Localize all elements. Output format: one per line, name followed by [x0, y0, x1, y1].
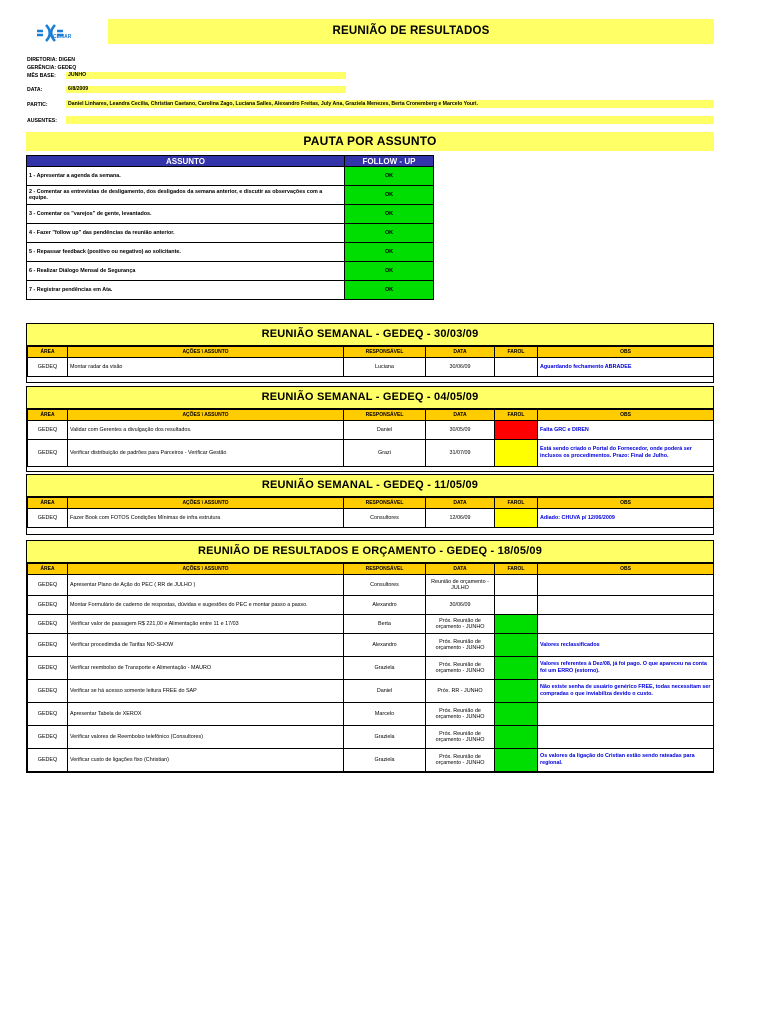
col-notes: OBS: [538, 410, 714, 421]
cell-notes: [538, 615, 714, 634]
table-row: [28, 358, 714, 377]
agenda-follow-status: OK: [345, 262, 434, 281]
col-area: ÁREA: [28, 498, 68, 509]
logo-mark-icon: [33, 22, 73, 44]
col-status: FAROL: [495, 410, 538, 421]
status-light: [495, 358, 538, 377]
col-date: DATA: [426, 498, 495, 509]
col-status: FAROL: [495, 347, 538, 358]
col-responsible: RESPONSÁVEL: [344, 347, 426, 358]
col-area: ÁREA: [28, 347, 68, 358]
cell-notes: Valores reclassificados: [538, 634, 714, 657]
info-directorate: DIRETORIA: DIGEN: [27, 57, 76, 63]
agenda-row: [27, 281, 434, 300]
agenda-subject: 3 - Comentar os "varejos" de gente, levantados.: [27, 205, 345, 224]
table-row: [28, 749, 714, 772]
agenda-table: [26, 155, 434, 300]
col-area: ÁREA: [28, 410, 68, 421]
col-date: DATA: [426, 564, 495, 575]
cell-action: Verificar distribuição de padrões para Parceiros - Verificar Gestão: [68, 440, 344, 467]
cell-notes: Está sendo criado o Portal do Fornecedor, onde poderá ser inclusos os procedimentos. Prazo: Final de Julho.: [538, 440, 714, 467]
table-row: [28, 575, 714, 596]
col-status: FAROL: [495, 564, 538, 575]
agenda-row: [27, 205, 434, 224]
status-light: [495, 680, 538, 703]
logo-text: CEMAR: [53, 34, 72, 40]
cell-action: Verificar valores de Reembolso telefônico (Consultores): [68, 726, 344, 749]
cell-action: Validar com Gerentes a divulgação dos resultados.: [68, 421, 344, 440]
cell-date: Reunião de orçamento - JULHO: [426, 575, 495, 596]
cell-responsible: Marcelo: [344, 703, 426, 726]
cell-action: Apresentar Tabela de XEROX: [68, 703, 344, 726]
cell-date: Próx. Reunião de orçamento - JUNHO: [426, 726, 495, 749]
table-row: [28, 657, 714, 680]
cell-action: Verificar se há acesso somente leitura FREE do SAP: [68, 680, 344, 703]
cell-date: Próx. RR - JUNHO: [426, 680, 495, 703]
cell-responsible: Graziela: [344, 657, 426, 680]
cell-date: Próx. Reunião de orçamento - JUNHO: [426, 634, 495, 657]
cell-action: Montar radar da visão: [68, 358, 344, 377]
cell-area: GEDEQ: [28, 358, 68, 377]
cell-area: GEDEQ: [28, 634, 68, 657]
col-actions: AÇÕES \ ASSUNTO: [68, 498, 344, 509]
status-light: [495, 509, 538, 528]
section-title: REUNIÃO SEMANAL - GEDEQ - 04/05/09: [27, 387, 713, 409]
cell-area: GEDEQ: [28, 440, 68, 467]
meeting-section: [26, 474, 714, 535]
cell-responsible: Grazi: [344, 440, 426, 467]
info-participants-value: Daniel Linhares, Leandra Cecília, Christian Caetano, Carolina Zago, Luciana Salles, Alexandro Freitas, July Ana, Graziela Menezes, Berta Cronemberg e Marcelo Youri.: [66, 100, 714, 108]
info-date-label: DATA:: [27, 87, 43, 93]
cell-date: 12/06/09: [426, 509, 495, 528]
cell-date: 30/06/09: [426, 358, 495, 377]
col-actions: AÇÕES \ ASSUNTO: [68, 347, 344, 358]
cell-notes: Adiado: CHUVA p/ 12/06/2009: [538, 509, 714, 528]
actions-table: [27, 409, 714, 467]
section-title: REUNIÃO DE RESULTADOS E ORÇAMENTO - GEDEQ - 18/05/09: [27, 541, 713, 563]
agenda-title: PAUTA POR ASSUNTO: [26, 132, 714, 151]
info-participants-label: PARTIC:: [27, 102, 48, 108]
table-row: [28, 726, 714, 749]
cell-date: 30/06/09: [426, 596, 495, 615]
col-actions: AÇÕES \ ASSUNTO: [68, 410, 344, 421]
status-light: [495, 749, 538, 772]
table-row: [28, 509, 714, 528]
cell-action: Montar Formulário de caderno de respostas, dúvidas e sugestões do PEC e montar passo a passo.: [68, 596, 344, 615]
status-light: [495, 726, 538, 749]
company-logo: [33, 22, 73, 44]
agenda-follow-status: OK: [345, 167, 434, 186]
agenda-row: [27, 243, 434, 262]
agenda-subject: 4 - Fazer "follow up" das pendências da reunião anterior.: [27, 224, 345, 243]
table-row: [28, 703, 714, 726]
col-date: DATA: [426, 410, 495, 421]
table-row: [28, 596, 714, 615]
cell-responsible: Alexandro: [344, 596, 426, 615]
cell-responsible: Consultores: [344, 509, 426, 528]
status-light: [495, 575, 538, 596]
cell-notes: Aguardando fechamento ABRADEE: [538, 358, 714, 377]
col-responsible: RESPONSÁVEL: [344, 498, 426, 509]
cell-responsible: Daniel: [344, 680, 426, 703]
agenda-col-subject: ASSUNTO: [27, 156, 345, 167]
actions-table: [27, 346, 714, 377]
table-row: [28, 421, 714, 440]
cell-date: Próx. Reunião de orçamento - JUNHO: [426, 749, 495, 772]
cell-area: GEDEQ: [28, 575, 68, 596]
info-management: GERÊNCIA: GEDEQ: [27, 65, 77, 71]
cell-responsible: Consultores: [344, 575, 426, 596]
cell-date: Próx. Reunião de orçamento - JUNHO: [426, 615, 495, 634]
cell-responsible: Berta: [344, 615, 426, 634]
cell-notes: [538, 726, 714, 749]
col-notes: OBS: [538, 347, 714, 358]
status-light: [495, 657, 538, 680]
info-absent-label: AUSENTES:: [27, 118, 57, 124]
status-light: [495, 634, 538, 657]
cell-area: GEDEQ: [28, 749, 68, 772]
col-responsible: RESPONSÁVEL: [344, 564, 426, 575]
cell-responsible: Graziela: [344, 749, 426, 772]
col-notes: OBS: [538, 564, 714, 575]
cell-area: GEDEQ: [28, 703, 68, 726]
cell-notes: Valores referentes à Dez/08, já foi pago. O que apareceu na conta foi um ERRO (estorno).: [538, 657, 714, 680]
actions-table: [27, 497, 714, 528]
agenda-row: [27, 186, 434, 205]
meeting-section: [26, 323, 714, 383]
agenda-follow-status: OK: [345, 224, 434, 243]
cell-notes: Falta GRC e DIREN: [538, 421, 714, 440]
section-title: REUNIÃO SEMANAL - GEDEQ - 30/03/09: [27, 324, 713, 346]
cell-responsible: Graziela: [344, 726, 426, 749]
cell-responsible: Luciana: [344, 358, 426, 377]
agenda-row: [27, 224, 434, 243]
table-row: [28, 440, 714, 467]
status-light: [495, 596, 538, 615]
col-date: DATA: [426, 347, 495, 358]
cell-area: GEDEQ: [28, 615, 68, 634]
status-light: [495, 615, 538, 634]
cell-action: Verificar custo de ligações fixo (Christian): [68, 749, 344, 772]
agenda-subject: 5 - Repassar feedback (positivo ou negativo) ao solicitante.: [27, 243, 345, 262]
cell-responsible: Daniel: [344, 421, 426, 440]
agenda-follow-status: OK: [345, 243, 434, 262]
agenda-row: [27, 167, 434, 186]
cell-area: GEDEQ: [28, 421, 68, 440]
cell-area: GEDEQ: [28, 726, 68, 749]
cell-notes: Os valores da ligação do Cristian estão sendo rateadas para regional.: [538, 749, 714, 772]
cell-area: GEDEQ: [28, 596, 68, 615]
agenda-subject: 2 - Comentar as entrevistas de desligamento, dos desligados da semana anterior, e discutir as observações com a equipe.: [27, 186, 345, 205]
cell-date: Próx. Reunião de orçamento - JUNHO: [426, 703, 495, 726]
cell-responsible: Alexandro: [344, 634, 426, 657]
cell-date: Próx. Reunião de orçamento - JUNHO: [426, 657, 495, 680]
col-responsible: RESPONSÁVEL: [344, 410, 426, 421]
agenda-follow-status: OK: [345, 205, 434, 224]
info-month-label: MÊS BASE:: [27, 73, 56, 79]
agenda-subject: 1 - Apresentar a agenda da semana.: [27, 167, 345, 186]
agenda-follow-status: OK: [345, 186, 434, 205]
col-area: ÁREA: [28, 564, 68, 575]
meeting-section: [26, 540, 714, 773]
page-title: REUNIÃO DE RESULTADOS: [108, 19, 714, 44]
status-light: [495, 703, 538, 726]
table-row: [28, 634, 714, 657]
cell-date: 31/07/09: [426, 440, 495, 467]
section-title: REUNIÃO SEMANAL - GEDEQ - 11/05/09: [27, 475, 713, 497]
agenda-subject: 6 - Realizar Diálogo Mensal de Segurança: [27, 262, 345, 281]
status-light: [495, 440, 538, 467]
info-date-value: 6/8/2009: [66, 86, 346, 93]
col-notes: OBS: [538, 498, 714, 509]
table-row: [28, 680, 714, 703]
cell-area: GEDEQ: [28, 680, 68, 703]
info-month-value: JUNHO: [66, 72, 346, 79]
cell-notes: Não existe senha de usuário genérico FREE, todas necessitam ser compradas o que inviabiliza devido o custo.: [538, 680, 714, 703]
cell-area: GEDEQ: [28, 657, 68, 680]
cell-notes: [538, 596, 714, 615]
cell-notes: [538, 575, 714, 596]
cell-action: Verificar valor de passagem R$ 221,00 e Alimentação entre 11 e 17/03: [68, 615, 344, 634]
cell-area: GEDEQ: [28, 509, 68, 528]
info-absent-value: [66, 116, 714, 124]
cell-action: Verificar procedimdia de Tarifas NO-SHOW: [68, 634, 344, 657]
col-status: FAROL: [495, 498, 538, 509]
table-row: [28, 615, 714, 634]
status-light: [495, 421, 538, 440]
col-actions: AÇÕES \ ASSUNTO: [68, 564, 344, 575]
cell-action: Verificar reembolso de Transporte e Alimentação - MAURO: [68, 657, 344, 680]
cell-action: Fazer Book com FOTOS Condições Mínimas de infra estrutura: [68, 509, 344, 528]
agenda-follow-status: OK: [345, 281, 434, 300]
agenda-col-follow: FOLLOW - UP: [345, 156, 434, 167]
meeting-section: [26, 386, 714, 472]
actions-table: [27, 563, 714, 772]
agenda-row: [27, 262, 434, 281]
agenda-subject: 7 - Registrar pendências em Ata.: [27, 281, 345, 300]
cell-date: 30/05/09: [426, 421, 495, 440]
cell-action: Apresentar Plano de Ação do PEC ( RR de JULHO ): [68, 575, 344, 596]
cell-notes: [538, 703, 714, 726]
